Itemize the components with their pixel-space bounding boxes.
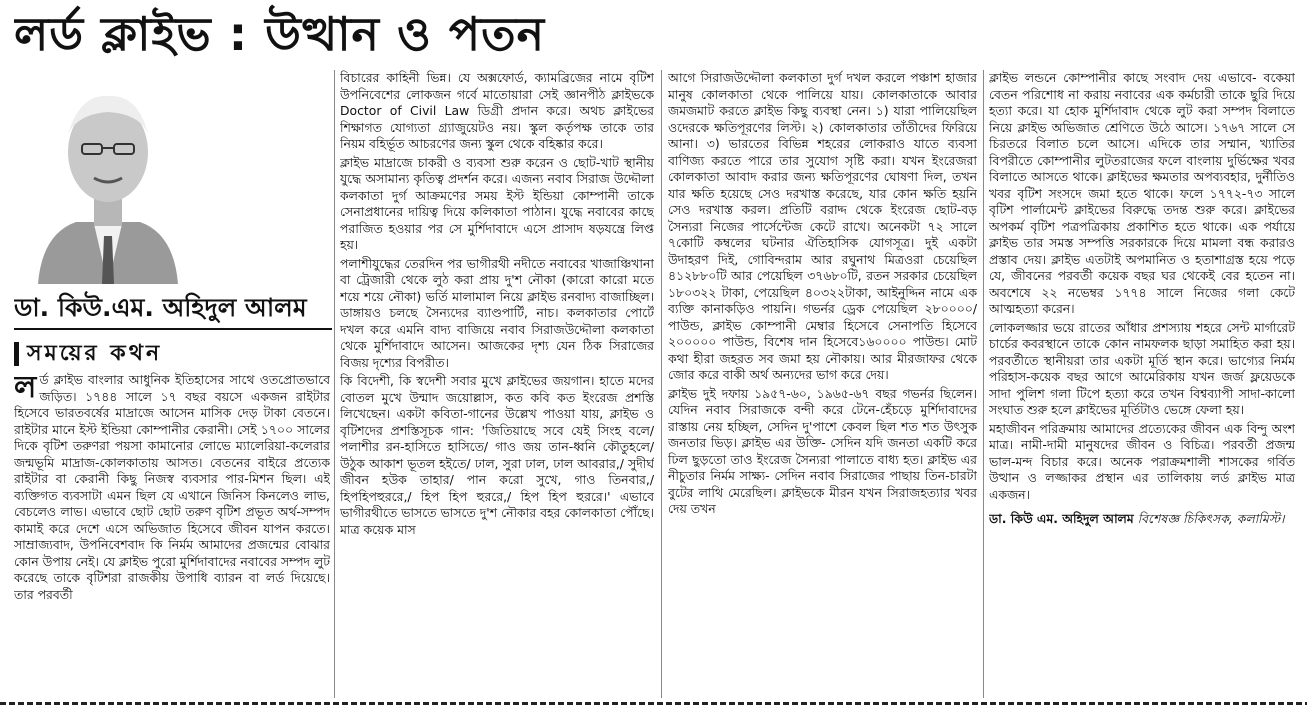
paragraph: ক্লাইভ লন্ডনে কোম্পানীর কাছে সংবাদ দেয় এভাবে- বকেয়া বেতন পরিশোধ না করায় নবাবের এক কর্মচারী তাকে ছুরি দিয়ে হত্যা করে। যা হোক মুর্শিদাবাদ থেকে লুট করা সম্পদ বিলাতে নিয়ে ক্লাইভ অভিজাত শ্রেণিতে উঠে আসে। ১৭৬৭ সালে সে চিরতরে বিলাত চলে আসে। এদিকে তার সম্মান, খ্যাতির বিপরীতে কোম্পানীর লুটতরাজের ফলে বাংলায় দুর্ভিক্ষের খবর বিলাতে আসতে থাকে। ক্লাইভের ক্ষমতার অপব্যবহার, দুর্নীতিও খবর বৃটিশ সংসদে জমা হতে থাকে। ফলে ১৭৭২-৭৩ সালে বৃটিশ পার্লামেন্ট ক্লাইভের বিরুদ্ধে তদন্ত শুরু করে। ক্লাইভের অপকর্ম বৃটিশ পত্রপত্রিকায় প্রকাশিত হতে থাকে। এক পর্যায়ে ক্লাইভ তার সমস্ত সম্পত্তি সরকারকে দিয়ে মামলা বন্ধ করারও প্রস্তাব দেয়। ক্লাইভ এতটাই অপমানিত ও হতাশাগ্রস্ত হয়ে পড়ে যে, জীবনের পরবর্তী কয়েক বছর ঘর থেকেই বের হতেন না। অবশেষে ২২ নভেম্বর ১৭৭৪ সালে নিজের গলা কেটে আত্মহত্যা করেন।: [989, 70, 1295, 316]
article-column-1: [14, 372, 330, 698]
paragraph: বিচারের কাহিনী ভিন্ন। যে অক্সফোর্ড, ক্যামব্রিজের নামে বৃটিশ উপনিবেশের লোকজন গর্বে মাতোয়ারা সেই জ্ঞানপীঠ ক্লাইভকে Doctor of Civil Law ডিগ্রী প্রদান করে। অথচ ক্লাইভের শিক্ষাগত যোগ্যতা গ্র্যাজুয়েটও নয়। স্কুল কর্তৃপক্ষ তাকে তার নিয়ম বহির্ভূত আচরণের জন্য স্কুল থেকে বহিষ্কার করে।: [340, 70, 654, 151]
paragraph: ক্লাইভ মাদ্রাজে চাকরী ও ব্যবসা শুরু করেন ও ছোট-খাট স্থানীয় যুদ্ধে অসামান্য কৃতিত্ব প্রদর্শন করে। এজন্য নবাব সিরাজ উদ্দৌলা কলকাতা দুর্গ আক্রমণের সময় ইস্ট ইন্ডিয়া কোম্পানী তাকে সেনাপ্রধানের দায়িত্ব দিয়ে কলিকাতা পাঠান। যুদ্ধে নবাবের কাছে পরাজিত হওয়ার পর সে মুর্শিদাবাদে এসে প্রাসাদ ষড়যন্ত্রে লিপ্ত হয়।: [340, 154, 654, 252]
headline: লর্ড ক্লাইভ : উত্থান ও পতন: [14, 7, 546, 61]
paragraph: ক্লাইভ দুই দফায় ১৯৫৭-৬০, ১৯৬৫-৬৭ বছর গভর্নর ছিলেন। যেদিন নবাব সিরাজকে বন্দী করে টেনে-হেঁচড়ে মুর্শিদাবাদের রাস্তায় নেয় হচ্ছিল, সেদিন দু'পাশে কেবল ছিল শত শত উৎসুক জনতার ভিড়। ক্লাইভ এর উক্তি- সেদিন যদি জনতা একটি করে ঢিল ছুড়তো তাও ইংরেজ সৈন্যরা পালাতে বাধ্য হত। ক্লাইভ এর নীচুতার নির্মম সাক্ষ্য- সেদিন নবাব সিরাজের পাছায় তিন-চারটা বুটের লাথি মেরেছিল। ক্লাইভকে মীরন যখন সিরাজহত্যার খবর দেয় তখন: [668, 385, 977, 516]
lead-paragraph: [14, 372, 330, 603]
lead-text: র্ড ক্লাইভ বাংলার আধুনিক ইতিহাসের সাথে ওতপ্রোতভাবে জড়িত। ১৭৪৪ সালে ১৭ বছর বয়সে একজন রাইটার হিসেবে ভারতবর্ষের মাদ্রাজে আসেন মাসিক দেড় টাকা বেতনে। রাইটার মানে ইস্ট ইন্ডিয়া কোম্পানীর কেরানী। সেই ১৭০০ সালের দিকে বৃটিশ তরুণরা পয়সা কামানোর লোভে ম্যালেরিয়া-কলেরার জন্মভূমি মাদ্রাজ-কোলকাতায় আসত। বেতনের বাইরে প্রত্যেক রাইটার বা কেরানী কিছু নিজস্ব ব্যবসার পার-মিশন ছিল। এই ব্যক্তিগত ব্যবসাটা এমন ছিল যে এখানে জিনিস কিনলেও লাভ, বেচলেও লাভ। এভাবে ছোট ছোট তরুণ বৃটিশ প্রভূত অর্থ-সম্পদ কামাই করে দেশে এসে অভিজাত হিসেবে জীবন যাপন করতে। সাম্রাজ্যবাদ, উপনিবেশবাদ কি নির্মম আমাদের প্রজন্মের বোঝার কোন উপায় নেই। যে ক্লাইভ পুরো মুর্শিদাবাদের নবাবের সম্পদ লুট করেছে তাকে বৃটিশরা রাজকীয় উপাধি ব্যারন বা লর্ড দিয়েছে। তার পরবর্তী: [14, 372, 330, 602]
article-column-4: [989, 70, 1295, 698]
bottom-dashed-rule: [0, 702, 1307, 705]
paragraph: কি বিদেশী, কি স্বদেশী সবার মুখে ক্লাইভের জয়গান। হাতে মদের বোতল মুখে উন্মাদ জয়োল্লাস, কত কবি কত ইংরেজ প্রশস্তি লিখেছেন। একটা কবিতা-গানের উল্লেখ পাওয়া যায়, ক্লাইভ ও বৃটিশদের প্রশস্তিসূচক গান: 'জিতিয়াছে সবে যেই সিংহ বলে/ পলাশীর রন-হাসিতে হাসিতে/ গাও জয় তান-ধ্বনি কৌতুহলে/ উঠুক আকাশ ভূতল হইতে/ ঢাল, সুরা ঢাল, ঢাল আবরার,/ সুদীর্ঘ জীবন হউক তাহার/ পান করো সুখে, গাও তিনবার,/ হিপহিপহুররে,/ হিপ হিপ হুররে,/ হিপ হিপ হুররে।' এভাবে ভাগীরথীতে ভাসতে ভাসতে দু'শ নৌকার বহর কোলকাতা পৌঁছে। মাত্র কয়েক মাস: [340, 373, 654, 537]
section-bar: [14, 342, 19, 366]
drop-cap: ল: [14, 372, 37, 405]
column-name: [14, 338, 332, 370]
paragraph: লোকলজ্জার ভয়ে রাতের আঁধার প্রশস্যায় শহরে সেন্ট মার্গারেট চার্চের কবরস্থানে তাকে কোন নামফলক ছাড়া সমাহিত করা হয়। পরবর্তীতে স্থানীয়রা তার একটা মূর্তি স্থান করে। ভাগ্যের নির্মম পরিহাস-কয়েক বছর আগে আমেরিকায় যখন জর্জ ফ্লয়েডকে সাদা পুলিশ গলা টিপে হত্যা করে তখন বিশ্বব্যাপী সাদা-কালো সংঘাত শুরু হলে ক্লাইভের মূর্তিটাও ভেঙ্গে ফেলা হয়।: [989, 319, 1295, 417]
author-credit: [989, 511, 1295, 528]
credit-role: বিশেষজ্ঞ চিকিৎসক, কলামিস্ট।: [1137, 511, 1285, 526]
column-rule: [334, 70, 335, 698]
article-column-2: [340, 70, 654, 698]
column-rule: [983, 70, 984, 698]
column-rule: [661, 70, 662, 698]
author-portrait-icon: [28, 74, 188, 284]
paragraph: আগে সিরাজউদ্দৌলা কলকাতা দুর্গ দখল করলে পঞ্চাশ হাজার মানুষ কোলকাতা থেকে পালিয়ে যায়। কোলকাতাকে আবার জমজমাট করতে ক্লাইভ কিছু ব্যবস্থা নেন। ১) যারা পালিয়েছিল ওদেরকে ক্ষতিপূরণের লিস্ট। ২) কোলকাতার তাঁতীদের ফিরিয়ে আনা। ৩) ভারতের বিভিন্ন শহরের লোকরাও যাতে ব্যবসা বাণিজ্য করতে পারে তার সুযোগ সৃষ্টি করা। যখন ইংরেজরা কোলকাতা আবাদ করার জন্য ক্ষতিপূরণের ঘোষণা দিল, তখন যার ক্ষতি হয়েছে সেও দরখাস্ত করেছে, যার কোন ক্ষতি হয়নি সেও দরখাস্ত করল। প্রতিটি বরাদ্দ থেকে ইংরেজ ছোট-বড় সৈন্যরা নিজের পার্সেন্টেজ কেটে রাখে। অনেকটা ৭২ সালে ৭কোটি কম্বলের ঘটনার ঐতিহাসিক যোগসূত্র। দুই একটা উদাহরণ দিই, গোবিন্দরাম আর রঘুনাথ মিত্রওরা চেয়েছিল ৪১২৮৮০টি আর পেয়েছিল ৩৭৬৮০টি, রতন সরকার চেয়েছিল ১৮০৩২২ টাকা, পেয়েছিল ৪০৩২২টাকা, আইনুদ্দিন নামে এক ব্যক্তি কানাকড়িও পায়নি। গভর্নর ড্রেক পেয়েছিল ২৮০০০০/ পাউন্ড, ক্লাইভ কোম্পানী মেম্বার হিসেবে সেনাপতি হিসেবে ২০০০০০ পাউন্ড, বিশেষ দান হিসেবে১৬০০০০ পাউন্ড। মোট কথা হীরা জহরত সব জমা হয় নৌকায়। আর মীরজাফর থেকে জোর করে বাকী অর্থ অন্যদের ভাগ করে দেয়।: [668, 70, 977, 382]
column-name-text: সময়ের কথন: [27, 341, 163, 366]
credit-name: ডা. কিউ এম. অহিদুল আলম: [989, 511, 1134, 526]
author-byline: ডা. কিউ.এম. অহিদুল আলম: [14, 288, 332, 330]
article-column-3: [668, 70, 977, 698]
paragraph: মহাজীবন পরিক্রমায় আমাদের প্রত্যেকের জীবন এক বিন্দু অংশ মাত্র। নামী-দামী মানুষদের জীবন ও বিচিত্র। পরবর্তী প্রজন্ম ভাল-মন্দ বিচার করে। অনেক পরাক্রমশালী শাসকের গর্বিত উত্থান ও লজ্জাকর প্রস্থান এর তালিকায় লর্ড ক্লাইভ মাত্র একজন।: [989, 420, 1295, 502]
paragraph: পলাশীযুদ্ধের তেরদিন পর ভাগীরথী নদীতে নবাবের খাজাঞ্চিখানা বা ট্রেজারী থেকে লুঠ করা প্রায় দু'শ নৌকা (কারো কারো মতে শয়ে শয়ে নৌকা) ভর্তি মালামাল নিয়ে ক্লাইভ রনবাদ্য বাজাচ্ছিল। ডাঙ্গায়ও চলছে সৈন্যদের ব্যাণ্ডপার্টি, নাচ। কলকাতার পোর্টে দখল করে এমনি বাদ্য বাজিয়ে নবাব সিরাজউদ্দৌলা কলকাতা থেকে মুর্শিদাবাদে আসেন। আজকের দৃশ্য যেন ঠিক সিরাজের বিজয় দৃশ্যের বিপরীত।: [340, 255, 654, 370]
